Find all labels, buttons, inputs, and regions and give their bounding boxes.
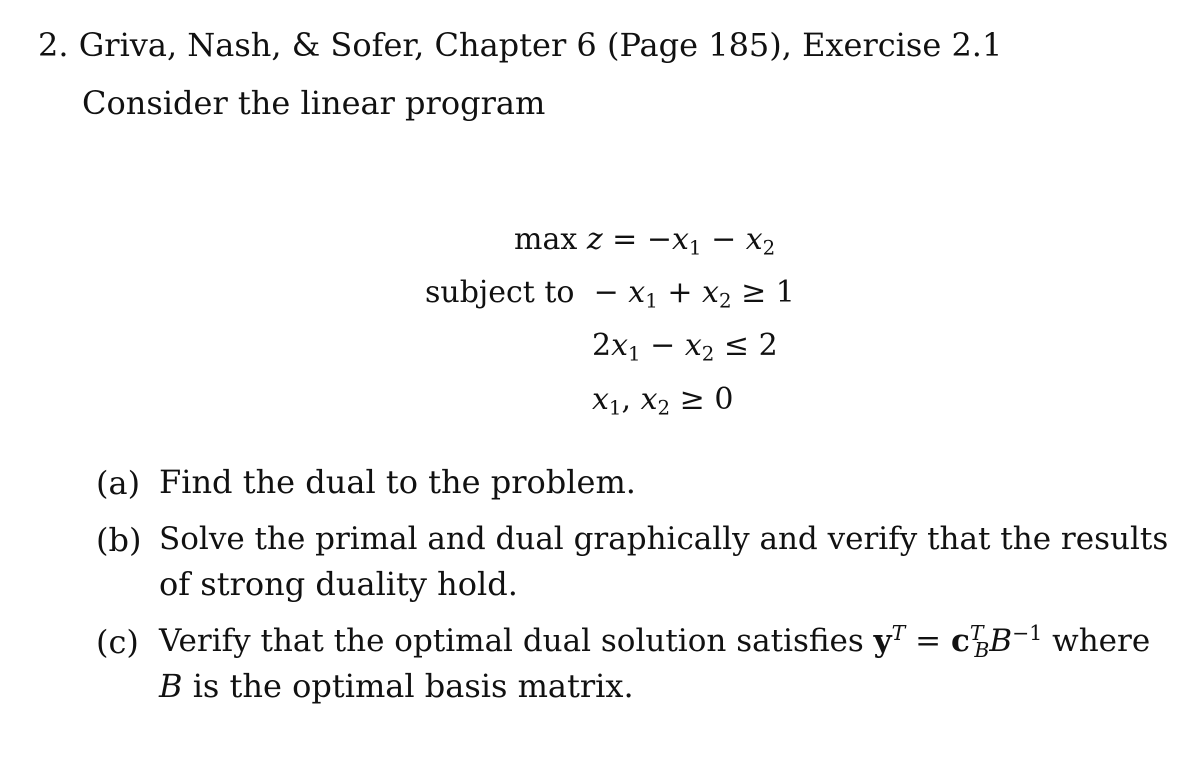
part-a-text: Find the dual to the problem. [159,463,636,501]
exercise-title: Griva, Nash, & Sofer, Chapter 6 (Page 185), Exercise 2.1 [78,26,1003,64]
subject-to-label: subject to [425,275,575,310]
part-c-line-1: Verify that the optimal dual solution satisfies $y^T = c^T_BB^{-1}$ where [159,620,1151,662]
constraint-line-2: $2x_1 - x_2 \le 2$ [592,328,778,366]
part-c-label: (c) [96,623,139,661]
objective-word: max [514,222,578,257]
objective-line: $\max z = -x_1 - x_2$ [514,222,776,260]
intro-text: Consider the linear program [82,84,546,122]
part-b-label: (b) [96,521,142,559]
part-b-line-1: Solve the primal and dual graphically and verify that the results [159,521,1169,557]
exercise-number: 2. [38,26,69,64]
constraint-line-1: subject to − $x_1 + x_2 \ge 1$ [425,275,795,313]
part-a-label: (a) [96,464,141,502]
part-b-line-2: of strong duality hold. [159,565,518,603]
part-c-line-2: B is the optimal basis matrix. [159,667,634,705]
constraint-line-3: $x_1$, $x_2 \ge 0$ [592,382,734,420]
exercise-heading [38,26,1002,64]
